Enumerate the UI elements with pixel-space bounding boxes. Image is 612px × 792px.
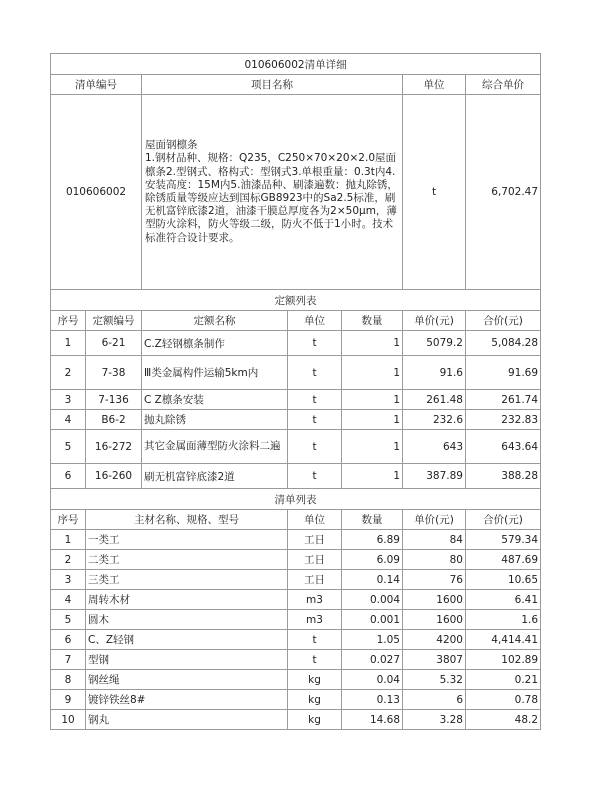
quota-total: 5,084.28 (466, 331, 541, 356)
material-name: 圆木 (86, 610, 288, 630)
quota-qty: 1 (342, 430, 403, 464)
material-total: 102.89 (466, 650, 541, 670)
material-name: C、Z轻钢 (86, 630, 288, 650)
material-qty: 0.027 (342, 650, 403, 670)
materials-section-row (51, 489, 541, 510)
material-unit: m3 (288, 610, 342, 630)
quota-total: 261.74 (466, 390, 541, 410)
table-row (51, 590, 541, 610)
quota-qty: 1 (342, 464, 403, 489)
quota-code: 16-272 (86, 430, 142, 464)
materials-header-row (51, 510, 541, 530)
material-unit: t (288, 630, 342, 650)
quota-unit: t (288, 390, 342, 410)
material-unit-price: 3.28 (403, 710, 466, 730)
table-row (51, 410, 541, 430)
quota-total: 232.83 (466, 410, 541, 430)
quota-unit-price: 261.48 (403, 390, 466, 410)
quota-header-code: 定额编号 (86, 311, 142, 331)
quota-unit: t (288, 356, 342, 390)
summary-header-unit: 单位 (403, 75, 466, 95)
summary-description (142, 95, 403, 290)
material-index: 4 (51, 590, 86, 610)
quota-qty: 1 (342, 331, 403, 356)
materials-header-unit: 单位 (288, 510, 342, 530)
quota-total: 388.28 (466, 464, 541, 489)
material-unit: 工日 (288, 570, 342, 590)
material-index: 7 (51, 650, 86, 670)
quota-unit: t (288, 464, 342, 489)
summary-price: 6,702.47 (466, 95, 541, 290)
quota-header-unit-price: 单价(元) (403, 311, 466, 331)
material-index: 5 (51, 610, 86, 630)
quota-header-unit: 单位 (288, 311, 342, 331)
material-total: 0.21 (466, 670, 541, 690)
material-unit-price: 3807 (403, 650, 466, 670)
table-row (51, 356, 541, 390)
material-qty: 14.68 (342, 710, 403, 730)
material-unit: kg (288, 690, 342, 710)
material-name: 钢丝绳 (86, 670, 288, 690)
material-unit-price: 1600 (403, 610, 466, 630)
material-name: 镀锌铁丝8# (86, 690, 288, 710)
table-row (51, 390, 541, 410)
quota-unit: t (288, 331, 342, 356)
material-unit-price: 6 (403, 690, 466, 710)
material-name: 型钢 (86, 650, 288, 670)
quota-unit-price: 5079.2 (403, 331, 466, 356)
quota-header-index: 序号 (51, 311, 86, 331)
material-unit-price: 76 (403, 570, 466, 590)
summary-description-text: 屋面钢檩条 1.钢材品种、规格：Q235，C250×70×20×2.0屋面檩条2.型钢式、格构式：型钢式3.单根重量：0.3t内4.安装高度：15M内5.油漆品种、刷漆遍数：抛丸除锈，除锈质量等级应达到国标GB8923中的Sa2.5标准，刷无机富锌底漆2道，油漆干膜总厚度各为2×50μm，薄型防火涂料，防火等级二级，防火不低于1小时。技术标准符合设计要求。 (145, 139, 398, 244)
quota-index: 6 (51, 464, 86, 489)
detail-sheet (50, 53, 540, 730)
material-index: 2 (51, 550, 86, 570)
quota-total: 643.64 (466, 430, 541, 464)
material-unit-price: 5.32 (403, 670, 466, 690)
material-total: 10.65 (466, 570, 541, 590)
material-index: 3 (51, 570, 86, 590)
detail-table (50, 53, 541, 730)
material-unit: kg (288, 670, 342, 690)
quota-unit-price: 232.6 (403, 410, 466, 430)
material-qty: 6.09 (342, 550, 403, 570)
quota-index: 2 (51, 356, 86, 390)
material-index: 9 (51, 690, 86, 710)
table-row (51, 610, 541, 630)
quota-header-name: 定额名称 (142, 311, 288, 331)
page-title: 010606002清单详细 (51, 54, 541, 75)
material-unit-price: 1600 (403, 590, 466, 610)
material-index: 6 (51, 630, 86, 650)
quota-index: 1 (51, 331, 86, 356)
material-total: 1.6 (466, 610, 541, 630)
material-unit: 工日 (288, 530, 342, 550)
materials-header-name: 主材名称、规格、型号 (86, 510, 288, 530)
quota-index: 5 (51, 430, 86, 464)
quota-code: 6-21 (86, 331, 142, 356)
material-unit-price: 4200 (403, 630, 466, 650)
quota-total: 91.69 (466, 356, 541, 390)
quota-name: 抛丸除锈 (142, 410, 288, 430)
table-row (51, 464, 541, 489)
material-name: 周转木材 (86, 590, 288, 610)
summary-header-row (51, 75, 541, 95)
table-row (51, 650, 541, 670)
materials-header-unit-price: 单价(元) (403, 510, 466, 530)
material-unit: 工日 (288, 550, 342, 570)
quota-header-total: 合价(元) (466, 311, 541, 331)
material-name: 三类工 (86, 570, 288, 590)
quota-name: C Z檩条安装 (142, 390, 288, 410)
table-row (51, 530, 541, 550)
quota-code: 7-136 (86, 390, 142, 410)
materials-header-qty: 数量 (342, 510, 403, 530)
material-unit: kg (288, 710, 342, 730)
summary-header-name: 项目名称 (142, 75, 403, 95)
quota-code: B6-2 (86, 410, 142, 430)
summary-header-code: 清单编号 (51, 75, 142, 95)
table-row (51, 670, 541, 690)
quota-index: 4 (51, 410, 86, 430)
quota-header-row (51, 311, 541, 331)
material-qty: 1.05 (342, 630, 403, 650)
material-total: 48.2 (466, 710, 541, 730)
summary-header-price: 综合单价 (466, 75, 541, 95)
material-qty: 0.14 (342, 570, 403, 590)
material-name: 二类工 (86, 550, 288, 570)
summary-unit: t (403, 95, 466, 290)
quota-qty: 1 (342, 390, 403, 410)
material-unit: m3 (288, 590, 342, 610)
quota-name: 刷无机富锌底漆2道 (142, 464, 288, 489)
material-qty: 0.001 (342, 610, 403, 630)
table-row (51, 430, 541, 464)
materials-header-index: 序号 (51, 510, 86, 530)
material-index: 1 (51, 530, 86, 550)
materials-section-title: 清单列表 (51, 489, 541, 510)
quota-qty: 1 (342, 410, 403, 430)
quota-unit-price: 643 (403, 430, 466, 464)
quota-name: C.Z轻钢檩条制作 (142, 331, 288, 356)
material-total: 487.69 (466, 550, 541, 570)
material-name: 钢丸 (86, 710, 288, 730)
table-row (51, 550, 541, 570)
quota-qty: 1 (342, 356, 403, 390)
table-row (51, 630, 541, 650)
quota-index: 3 (51, 390, 86, 410)
material-total: 0.78 (466, 690, 541, 710)
material-name: 一类工 (86, 530, 288, 550)
quota-name: Ⅲ类金属构件运输5km内 (142, 356, 288, 390)
summary-code: 010606002 (51, 95, 142, 290)
quota-header-qty: 数量 (342, 311, 403, 331)
material-unit-price: 80 (403, 550, 466, 570)
material-qty: 6.89 (342, 530, 403, 550)
material-total: 6.41 (466, 590, 541, 610)
material-total: 4,414.41 (466, 630, 541, 650)
table-row (51, 570, 541, 590)
quota-unit-price: 387.89 (403, 464, 466, 489)
material-unit: t (288, 650, 342, 670)
title-row (51, 54, 541, 75)
table-row (51, 331, 541, 356)
quota-section-title: 定额列表 (51, 290, 541, 311)
material-qty: 0.13 (342, 690, 403, 710)
quota-code: 16-260 (86, 464, 142, 489)
materials-header-total: 合价(元) (466, 510, 541, 530)
material-total: 579.34 (466, 530, 541, 550)
material-index: 8 (51, 670, 86, 690)
quota-section-row (51, 290, 541, 311)
material-qty: 0.004 (342, 590, 403, 610)
material-unit-price: 84 (403, 530, 466, 550)
quota-unit-price: 91.6 (403, 356, 466, 390)
material-index: 10 (51, 710, 86, 730)
material-qty: 0.04 (342, 670, 403, 690)
quota-name: 其它金属面薄型防火涂料二遍 (142, 430, 288, 464)
quota-code: 7-38 (86, 356, 142, 390)
table-row (51, 710, 541, 730)
quota-unit: t (288, 430, 342, 464)
summary-row (51, 95, 541, 290)
quota-unit: t (288, 410, 342, 430)
table-row (51, 690, 541, 710)
